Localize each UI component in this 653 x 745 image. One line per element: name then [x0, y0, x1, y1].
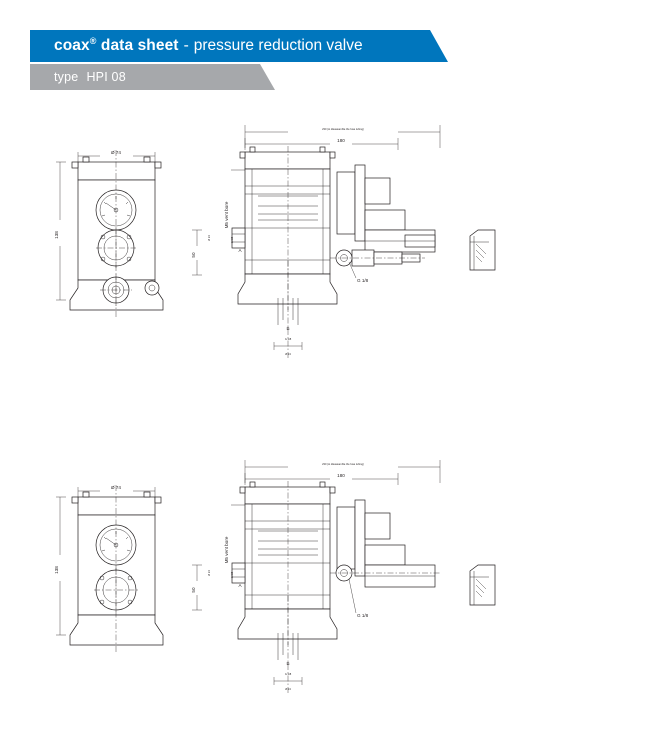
label-port-b: B [286, 326, 290, 331]
label-port-a: A [238, 248, 242, 253]
header-subtitle: pressure reduction valve [193, 37, 363, 54]
header-separator: - [183, 37, 189, 54]
brand-name: coax [54, 37, 90, 55]
dim-inner-length: 180 [337, 138, 345, 143]
dim-port-b-dia: Ø 24 [285, 353, 291, 356]
section-view-top [191, 125, 495, 360]
label-port-a: A [238, 583, 242, 588]
registered-mark-icon: ® [89, 36, 97, 47]
dim-height-50: 50 [191, 252, 196, 258]
label-vent-bore: M5 vent bore [224, 536, 229, 564]
dim-diameter-top: Ø 74 [111, 485, 121, 490]
label-vent-bore: M5 vent bore [224, 201, 229, 229]
header-banner [30, 30, 430, 62]
dim-port-b-thread: G 3/8 [284, 673, 292, 676]
dim-height-left: 138 [54, 566, 59, 574]
dim-height-50: 50 [191, 587, 196, 593]
dim-overall-length: 230 (to disassamble the fuse tubing) [322, 463, 364, 466]
front-view-bottom [54, 485, 163, 653]
front-view-top [54, 150, 163, 318]
dim-port-a-dia: Ø 24 [208, 235, 211, 241]
dim-port-a-dia: Ø 24 [208, 570, 211, 576]
dim-port-a-thread: G 3/8 [231, 236, 234, 244]
dim-height-left: 138 [54, 231, 59, 239]
dim-port-a-thread: G 3/8 [231, 571, 234, 579]
dim-port-b-dia: Ø 24 [285, 688, 291, 691]
drawing-block-bottom [0, 445, 653, 735]
type-label: type [54, 70, 79, 84]
type-banner [30, 64, 260, 90]
header-title-main: data sheet [100, 37, 179, 55]
dim-pilot-port: G 1/8 [357, 613, 369, 618]
header-title [54, 36, 179, 55]
dim-inner-length: 180 [337, 473, 345, 478]
dim-port-b-thread: G 3/8 [284, 338, 292, 341]
dim-diameter-top: Ø 74 [111, 150, 121, 155]
section-view-bottom [191, 460, 495, 695]
type-value: HPI 08 [86, 70, 126, 84]
drawing-block-top [0, 110, 653, 400]
dim-pilot-port: G 1/8 [357, 278, 369, 283]
dim-overall-length: 230 (to disassamble the fuse tubing) [322, 128, 364, 131]
label-port-b: B [286, 661, 290, 666]
